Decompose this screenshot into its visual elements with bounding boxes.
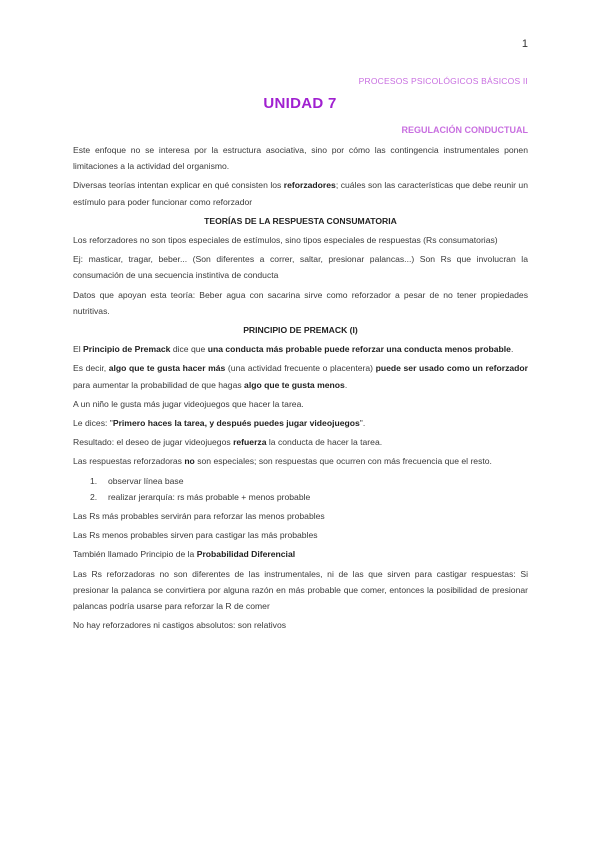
paragraph: Ej: masticar, tragar, beber... (Son diferentes a correr, saltar, presionar palancas...) Son Rs que involucran la consumación de una secuencia instintiva de conducta: [73, 254, 528, 281]
section-heading: TEORÍAS DE LA RESPUESTA CONSUMATORIA: [204, 215, 397, 226]
text-run: Le dices: ": [73, 418, 113, 429]
paragraph: [73, 177, 528, 209]
text-run: dice que: [170, 344, 208, 355]
section-title: REGULACIÓN CONDUCTUAL: [401, 125, 528, 135]
bold-text: reforzadores: [283, 180, 336, 191]
text-run: la conducta de hacer la tarea.: [266, 437, 383, 448]
bold-text: una conducta más probable puede reforzar una conducta menos probable: [207, 344, 511, 355]
paragraph: Datos que apoyan esta teoría: Beber agua con sacarina sirve como reforzador a pesar de no tener propiedades nutritivas.: [73, 289, 528, 316]
paragraph: [73, 434, 528, 450]
paragraph: [73, 453, 528, 469]
list-item-text: observar línea base: [108, 475, 184, 486]
text-run: Resultado: el deseo de jugar videojuegos: [73, 437, 234, 448]
paragraph: [73, 341, 528, 357]
paragraph: A un niño le gusta más jugar videojuegos que hacer la tarea.: [73, 398, 304, 409]
text-run: El: [73, 344, 84, 355]
list-item: [73, 489, 528, 505]
list-number: 1.: [90, 475, 98, 486]
paragraph: Los reforzadores no son tipos especiales de estímulos, sino tipos especiales de respuestas (Rs consumatorias): [73, 235, 498, 246]
paragraph: Las Rs menos probables sirven para castigar las más probables: [73, 530, 318, 541]
text-run: .: [344, 379, 348, 390]
list-number: 2.: [90, 491, 98, 502]
text-run: También llamado Principio de la: [73, 549, 197, 560]
unit-title: UNIDAD 7: [263, 95, 337, 112]
bold-text: Principio de Premack: [83, 344, 171, 355]
paragraph: Las Rs reforzadoras no son diferentes de las instrumentales, ni de las que sirven para castigar respuestas: Si presionar la palanca se convirtiera por alguna razón en más probable que comer, entonces la posibilidad de presionar palancas podría usarse para reforzar la R de comer: [73, 568, 528, 612]
bold-text: Probabilidad Diferencial: [196, 549, 296, 560]
text-run: Diversas teorías intentan explicar en qué consisten los: [73, 180, 284, 191]
bold-text: Primero haces la tarea, y después puedes jugar videojuegos: [112, 418, 360, 429]
section-heading: PRINCIPIO DE PREMACK (I): [243, 325, 358, 336]
list-item-text: realizar jerarquía: rs más probable + menos probable: [108, 491, 311, 502]
bold-text: refuerza: [233, 437, 267, 448]
bold-text: algo que te gusta menos: [244, 379, 345, 390]
document-body: [73, 142, 528, 636]
page-number: 1: [521, 38, 528, 50]
text-run: Las respuestas reforzadoras: [73, 456, 185, 467]
paragraph: Las Rs más probables servirán para reforzar las menos probables: [73, 511, 325, 522]
header-subject: PROCESOS PSICOLÓGICOS BÁSICOS II: [358, 76, 528, 86]
text-run: para aumentar la probabilidad de que hagas: [73, 379, 245, 390]
text-run: (una actividad frecuente o placentera): [225, 363, 376, 374]
bold-text: puede ser usado como un reforzador: [375, 363, 528, 374]
paragraph: [73, 546, 528, 562]
text-run: .: [510, 344, 514, 355]
text-run: ; cuáles son las características que debe reunir un estímulo para poder funcionar como reforzador: [73, 180, 528, 207]
paragraph: Este enfoque no se interesa por la estructura asociativa, sino por cómo las contingencia instrumentales ponen limitaciones a la actividad del organismo.: [73, 145, 528, 172]
paragraph: [73, 360, 528, 392]
text-run: son especiales; son respuestas que ocurren con más frecuencia que el resto.: [194, 456, 492, 467]
paragraph: [73, 415, 528, 431]
list-item: [73, 473, 528, 489]
bold-text: algo que te gusta hacer más: [108, 363, 226, 374]
numbered-list: [73, 473, 528, 505]
text-run: Es decir,: [73, 363, 109, 374]
bold-text: no: [184, 456, 195, 467]
text-run: ".: [359, 418, 366, 429]
paragraph: No hay reforzadores ni castigos absolutos: son relativos: [73, 620, 287, 631]
